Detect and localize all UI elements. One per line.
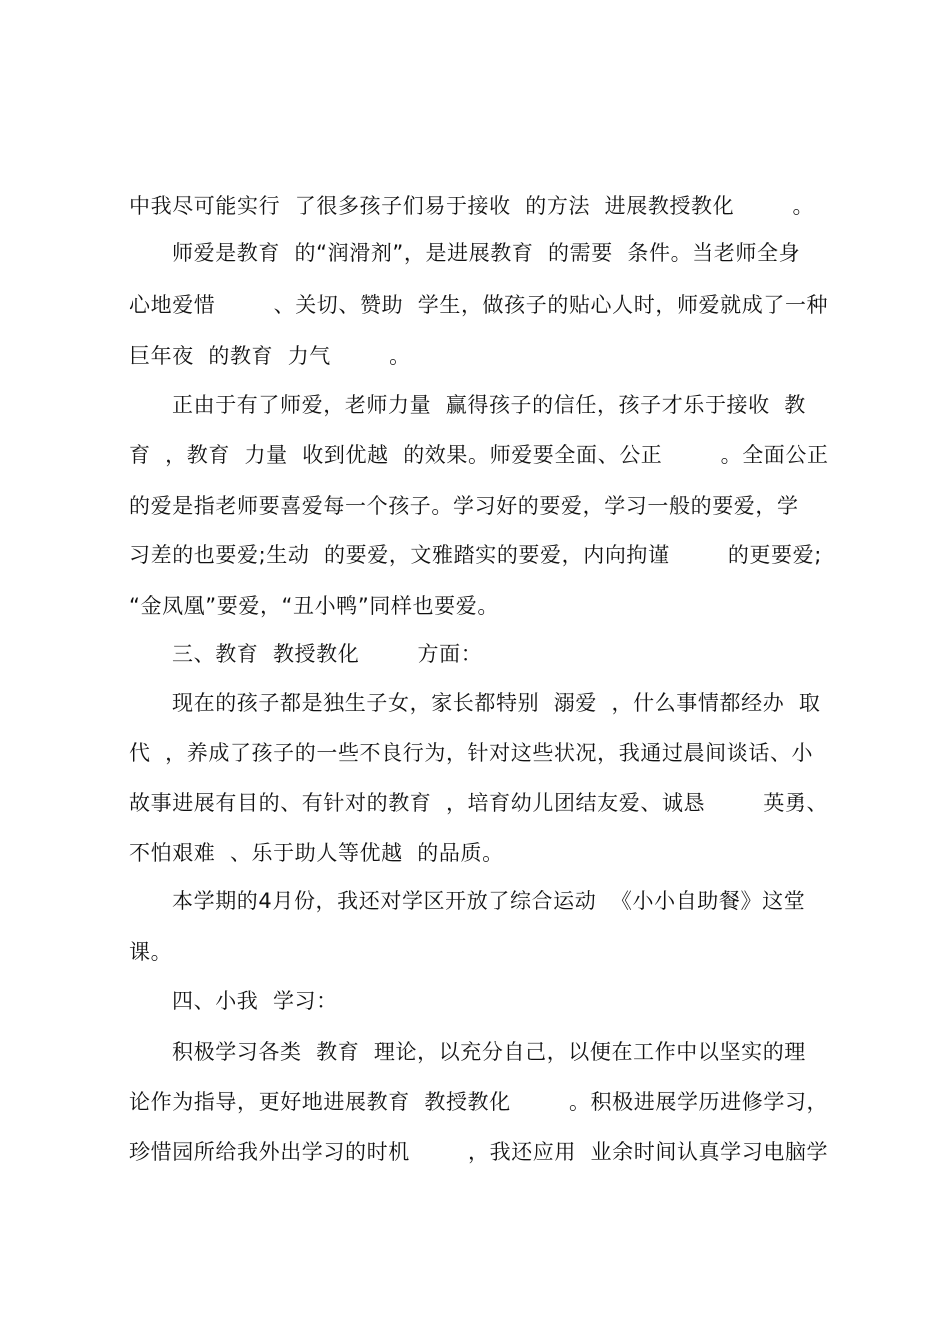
text-line-14: 不怕艰难 、乐于助人等优越 的品质。 — [129, 841, 504, 865]
text-line-19: 论作为指导，更好地进展教育 教授教化 。积极进展学历进修学习， — [129, 1090, 829, 1114]
text-line-20: 珍惜园所给我外出学习的时机 ，我还应用 业余时间认真学习电脑学 — [129, 1140, 829, 1164]
text-line-15: 本学期的4月份，我还对学区开放了综合运动 《小小自助餐》这堂 — [172, 889, 806, 913]
text-line-12: 代 ，养成了孩子的一些不良行为，针对这些状况，我通过晨间谈话、小 — [129, 741, 814, 765]
text-line-2: 师爱是教育 的“润滑剂”，是进展教育 的需要 条件。当老师全身 — [172, 241, 801, 265]
text-line-16: 课。 — [129, 940, 173, 964]
text-line-17: 四、小我 学习： — [172, 989, 338, 1013]
text-line-3: 心地爱惜 、关切、赞助 学生，做孩子的贴心人时，师爱就成了一种 — [129, 293, 829, 317]
text-line-8: 习差的也要爱;生动 的要爱，文雅踏实的要爱，内向拘谨 的更要爱; — [129, 543, 822, 567]
text-line-10: 三、教育 教授教化 方面： — [172, 642, 483, 666]
text-line-5: 正由于有了师爱，老师力量 赢得孩子的信任，孩子才乐于接收 教 — [172, 393, 806, 417]
text-line-6: 育 ，教育 力量 收到优越 的效果。师爱要全面、公正 。全面公正 — [129, 443, 829, 467]
text-line-13: 故事进展有目的、有针对的教育 ，培育幼儿团结友爱、诚恳 英勇、 — [129, 791, 829, 815]
text-line-4: 巨年夜 的教育 力气 。 — [129, 344, 411, 368]
text-line-11: 现在的孩子都是独生子女，家长都特别 溺爱 ，什么事情都经办 取 — [172, 691, 821, 715]
text-line-1: 中我尽可能实行 了很多孩子们易于接收 的方法 进展教授教化 。 — [129, 194, 815, 218]
text-line-7: 的爱是指老师要喜爱每一个孩子。学习好的要爱，学习一般的要爱，学 — [129, 494, 799, 518]
text-line-18: 积极学习各类 教育 理论，以充分自己，以便在工作中以坚实的理 — [172, 1040, 806, 1064]
text-line-9: “金凤凰”要爱，“丑小鸭”同样也要爱。 — [129, 594, 499, 618]
